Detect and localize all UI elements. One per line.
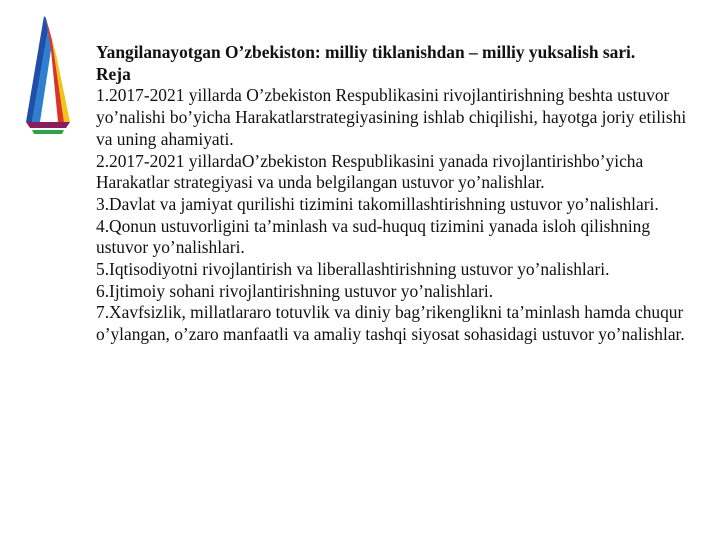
plan-heading: Reja xyxy=(96,63,131,84)
plan-item-1: 1.2017-2021 yillarda O’zbekiston Respublikasini rivojlantirishning beshta ustuvor yo’nalishi bo’yicha Harakatlarstrategiyasining ishlab chiqilishi, hayotga joriy etilishi va uning ahamiyati. xyxy=(96,85,687,149)
plan-item-7: 7.Xavfsizlik, millatlararo totuvlik va diniy bag’rikenglikni ta’minlash hamda chuqur o’ylangan, o’zaro manfaatli va amaliy tashqi siyosat sohasidagi ustuvor yo’nalishlar. xyxy=(96,302,685,345)
plan-item-2: 2.2017-2021 yillardaO’zbekiston Respublikasini yanada rivojlantirishbo’yicha Harakatlar strategiyasi va unda belgilangan ustuvor yo’nalishlar. xyxy=(96,150,644,193)
slide-content xyxy=(96,42,696,346)
plan-item-4: 4.Qonun ustuvorligini ta’minlash va sud-huquq tizimini yanada isloh qilishning ustuvor yo’nalishlari. xyxy=(96,215,651,258)
slide-title: Yangilanayotgan O’zbekiston: milliy tiklanishdan – milliy yuksalish sari. xyxy=(96,42,636,62)
plan-item-5: 5.Iqtisodiyotni rivojlantirish va liberallashtirishning ustuvor yo’nalishlari. xyxy=(96,259,610,280)
plan-item-3: 3.Davlat va jamiyat qurilishi tizimini takomillashtirishning ustuvor yo’nalishlari. xyxy=(96,193,659,214)
tower-logo-icon xyxy=(18,10,82,138)
plan-item-6: 6.Ijtimoiy sohani rivojlantirishning ustuvor yo’nalishlari. xyxy=(96,280,494,301)
